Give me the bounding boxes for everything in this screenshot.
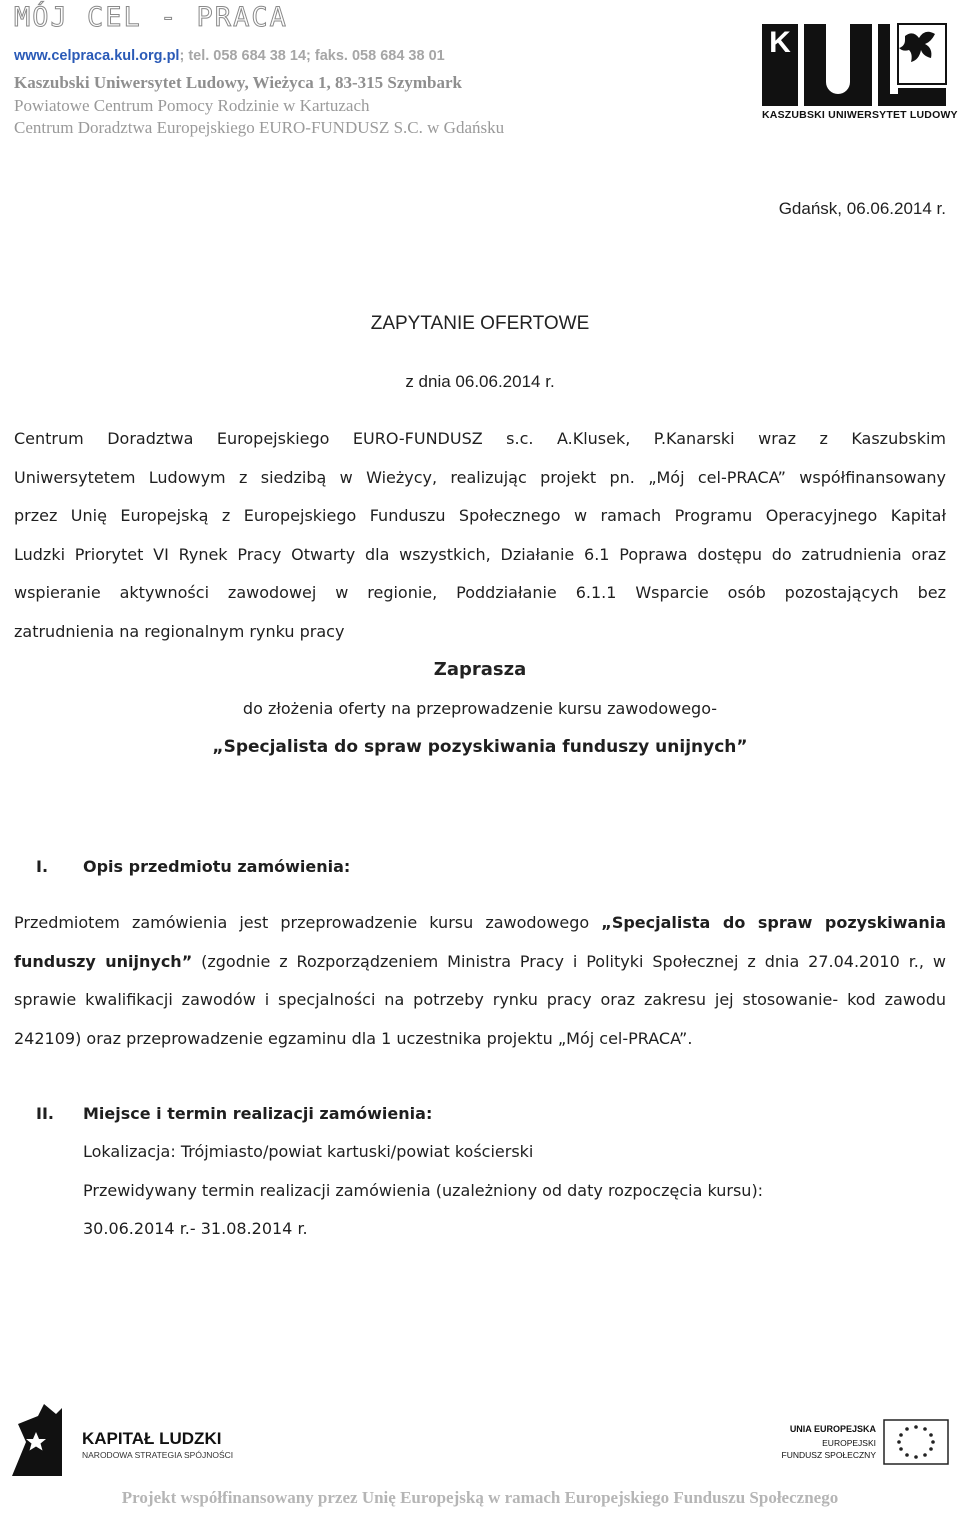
section-2-title: Miejsce i termin realizacji zamówienia: xyxy=(83,1104,433,1123)
section-1-number: I. xyxy=(36,857,49,876)
contact-phone-fax: ; tel. 058 684 38 14; faks. 058 684 38 01 xyxy=(179,48,445,64)
footer-note: Projekt współfinansowany przez Unię Europejską w ramach Europejskiego Funduszu Społecznego xyxy=(121,1488,839,1507)
document-date: Gdańsk, 06.06.2014 r. xyxy=(778,199,946,218)
kul-caption: KASZUBSKI UNIWERSYTET LUDOWY xyxy=(762,109,958,121)
kapital-ludzki-subtitle: NARODOWA STRATEGIA SPÓJNOŚCI xyxy=(82,1450,234,1460)
intro-line: zatrudnienia na regionalnym rynku pracy xyxy=(14,621,345,641)
document-title: ZAPYTANIE OFERTOWE xyxy=(370,313,590,334)
intro-line: Uniwersytetem Ludowym z siedzibą w Wieżycy, realizując projekt pn. „Mój cel-PRACA” współfinansowany xyxy=(14,467,946,487)
intro-line: przez Unię Europejską z Europejskiego Funduszu Społecznego w ramach Programu Operacyjnego Kapitał xyxy=(14,506,946,525)
svg-text:K: K xyxy=(769,26,791,59)
brand-title: MÓJ CEL - PRACA xyxy=(14,2,288,33)
ue-line-1: UNIA EUROPEJSKA xyxy=(789,1424,876,1434)
section-2-term-value: 30.06.2014 r.- 31.08.2014 r. xyxy=(83,1219,308,1238)
invite-text: do złożenia oferty na przeprowadzenie kursu zawodowego- xyxy=(242,699,718,718)
section-2-location: Lokalizacja: Trójmiasto/powiat kartuski/powiat kościerski xyxy=(83,1142,534,1161)
intro-line: wspieranie aktywności zawodowej w regionie, Poddziałanie 6.1.1 Wsparcie osób pozostających bez xyxy=(14,583,946,602)
section-1-line: 242109) oraz przeprowadzenie egzaminu dla 1 uczestnika projektu „Mój cel-PRACA”. xyxy=(14,1028,693,1048)
section-2-number: II. xyxy=(36,1104,54,1123)
document-subdate: z dnia 06.06.2014 r. xyxy=(405,372,555,391)
section-1-line: Przedmiotem zamówienia jest przeprowadzenie kursu zawodowego „Specjalista do spraw pozyskiwania xyxy=(14,913,946,932)
kapital-ludzki-title: KAPITAŁ LUDZKI xyxy=(82,1429,222,1448)
ue-line-3: FUNDUSZ SPOŁECZNY xyxy=(781,1450,876,1460)
section-2-term-label: Przewidywany termin realizacji zamówienia (uzależniony od daty rozpoczęcia kursu): xyxy=(83,1181,764,1200)
intro-line: Centrum Doradztwa Europejskiego EURO-FUNDUSZ s.c. A.Klusek, P.Kanarski wraz z Kaszubskim xyxy=(14,429,946,448)
invite-heading: Zaprasza xyxy=(433,659,527,680)
section-1-line: funduszy unijnych” (zgodnie z Rozporządzeniem Ministra Pracy i Polityki Społecznej z dnia 27.04.2010 r., w xyxy=(14,951,946,971)
header-partner-2: Centrum Doradztwa Europejskiego EURO-FUNDUSZ S.C. w Gdańsku xyxy=(14,118,505,137)
intro-paragraph xyxy=(14,420,946,651)
section-1-line: sprawie kwalifikacji zawodów i specjalności na potrzeby rynku pracy oraz zakresu jej stosowanie- kod zawodu xyxy=(14,990,946,1009)
header-partner-1: Powiatowe Centrum Pomocy Rodzinie w Kartuzach xyxy=(14,96,370,115)
section-1-title: Opis przedmiotu zamówienia: xyxy=(83,857,351,876)
kapital-ludzki-logo xyxy=(8,1402,268,1478)
ue-efs-logo xyxy=(780,1418,952,1466)
ue-line-2: EUROPEJSKI xyxy=(822,1438,876,1448)
website-link[interactable]: www.celpraca.kul.org.pl xyxy=(14,48,180,64)
header-address: Kaszubski Uniwersytet Ludowy, Wieżyca 1, 83-315 Szymbark xyxy=(14,73,463,92)
section-1-paragraph xyxy=(14,904,946,1058)
contact-line xyxy=(14,46,445,67)
course-name: „Specjalista do spraw pozyskiwania funduszy unijnych” xyxy=(212,737,748,757)
intro-line: Ludzki Priorytet VI Rynek Pracy Otwarty dla wszystkich, Działanie 6.1 Poprawa dostępu do zatrudnienia oraz xyxy=(14,544,946,564)
